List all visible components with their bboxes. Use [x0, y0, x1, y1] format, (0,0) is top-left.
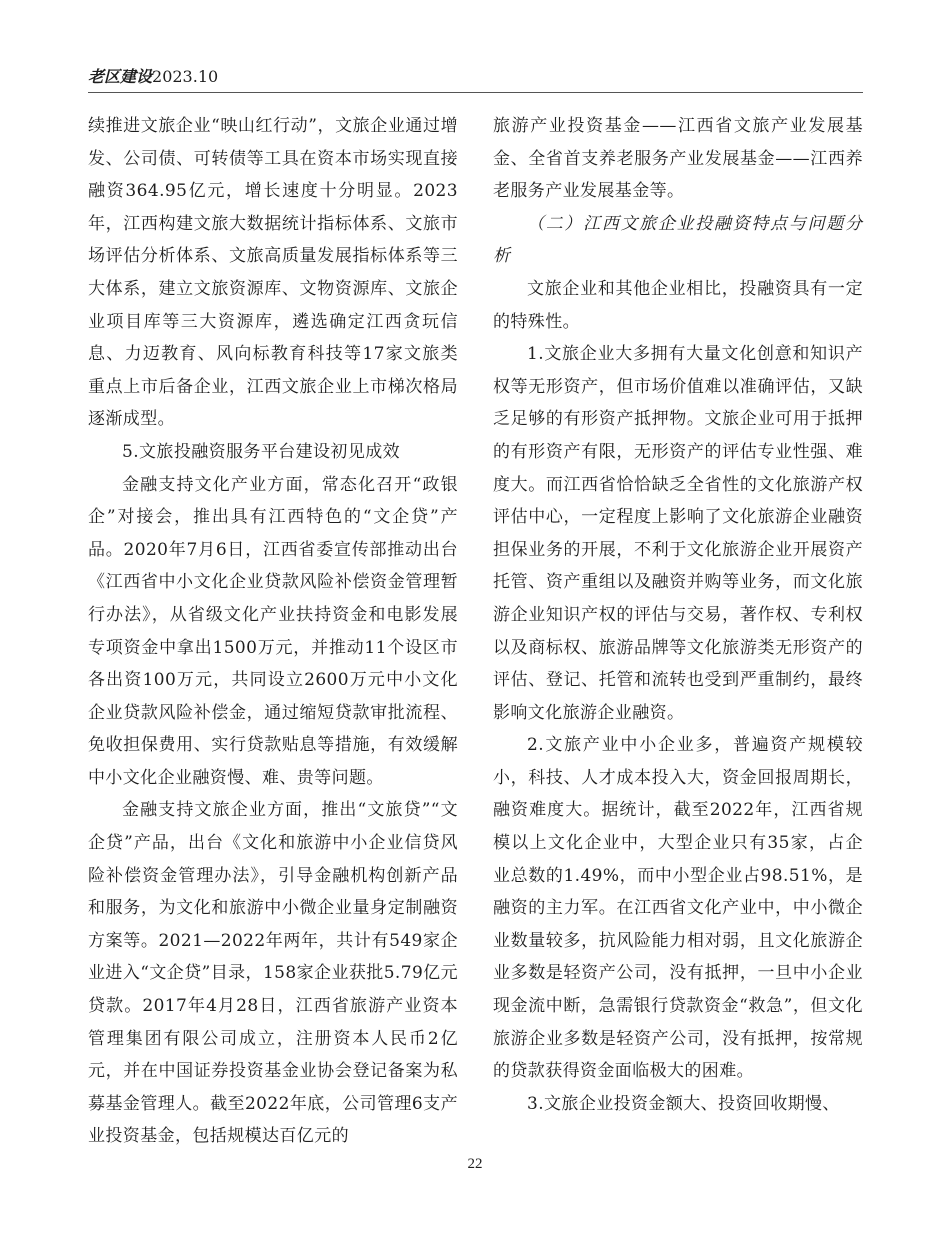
paragraph: 2.文旅产业中小企业多，普遍资产规模较小，科技、人才成本投入大，资金回报周期长，融资难度大。据统计，截至2022年，江西省规模以上文化企业中，大型企业只有35家，占企业总数的1.49%，而中小型企业占98.51%，是融资的主力军。在江西省文化产业中，中小微企业数量较多，抗风险能力相对弱，且文化旅游企业多数是轻资产公司，没有抵押，一旦中小企业现金流中断，急需银行贷款资金“救急”，但文化旅游企业多数是轻资产公司，没有抵押，按常规的贷款获得资金面临极大的困难。 [493, 735, 863, 1082]
right-column [493, 110, 863, 1120]
paragraph: 旅游产业投资基金——江西省文旅产业发展基金、全省首支养老服务产业发展基金——江西养老服务产业发展基金等。 [493, 116, 863, 202]
paragraph: 文旅企业和其他企业相比，投融资具有一定的特殊性。 [493, 278, 863, 332]
issue-number: 2023.10 [152, 67, 219, 86]
paragraph: 金融支持文化产业方面，常态化召开“政银企”对接会，推出具有江西特色的“文企贷”产品。2020年7月6日，江西省委宣传部推动出台《江西省中小文化企业贷款风险补偿资金管理暂行办法》，从省级文化产业扶持资金和电影发展专项资金中拿出1500万元，并推动11个设区市各出资100万元，共同设立2600万元中小文化企业贷款风险补偿金，通过缩短贷款审批流程、免收担保费用、实行贷款贴息等措施，有效缓解中小文化企业融资慢、难、贵等问题。 [88, 474, 458, 788]
journal-name: 老区建设 [88, 67, 153, 86]
page-number: 22 [467, 1156, 483, 1172]
paragraph: 3.文旅企业投资金额大、投资回收期慢、 [527, 1093, 840, 1114]
paragraph: 续推进文旅企业“映山红行动”，文旅企业通过增发、公司债、可转债等工具在资本市场实现直接融资364.95亿元，增长速度十分明显。2023年，江西构建文旅大数据统计指标体系、文旅市场评估分析体系、文旅高质量发展指标体系等三大体系，建立文旅资源库、文物资源库、文旅企业项目库等三大资源库，遴选确定江西贪玩信息、力迈教育、风向标教育科技等17家文旅类重点上市后备企业，江西文旅企业上市梯次格局逐渐成型。 [88, 116, 458, 430]
journal-issue [88, 66, 218, 88]
running-header [88, 66, 863, 93]
section-heading: （二）江西文旅企业投融资特点与问题分析 [493, 213, 863, 267]
paragraph: 1.文旅企业大多拥有大量文化创意和知识产权等无形资产，但市场价值难以准确评估，又缺乏足够的有形资产抵押物。文旅企业可用于抵押的有形资产有限，无形资产的评估专业性强、难度大。而江西省恰恰缺乏全省性的文化旅游产权评估中心，一定程度上影响了文化旅游企业融资担保业务的开展，不利于文化旅游企业开展资产托管、资产重组以及融资并购等业务，而文化旅游企业知识产权的评估与交易，著作权、专利权以及商标权、旅游品牌等文化旅游类无形资产的评估、登记、托管和流转也受到严重制约，最终影响文化旅游企业融资。 [493, 344, 863, 723]
paragraph: 金融支持文旅企业方面，推出“文旅贷”“文企贷”产品，出台《文化和旅游中小企业信贷风险补偿资金管理办法》，引导金融机构创新产品和服务，为文化和旅游中小微企业量身定制融资方案等。2021—2022年两年，共计有549家企业进入“文企贷”目录，158家企业获批5.79亿元贷款。2017年4月28日，江西省旅游产业资本管理集团有限公司成立，注册资本人民币2亿元，并在中国证券投资基金业协会登记备案为私募基金管理人。截至2022年底，公司管理6支产业投资基金，包括规模达百亿元的 [88, 800, 458, 1147]
left-column [88, 110, 458, 1153]
section-heading: 5.文旅投融资服务平台建设初见成效 [122, 441, 401, 462]
